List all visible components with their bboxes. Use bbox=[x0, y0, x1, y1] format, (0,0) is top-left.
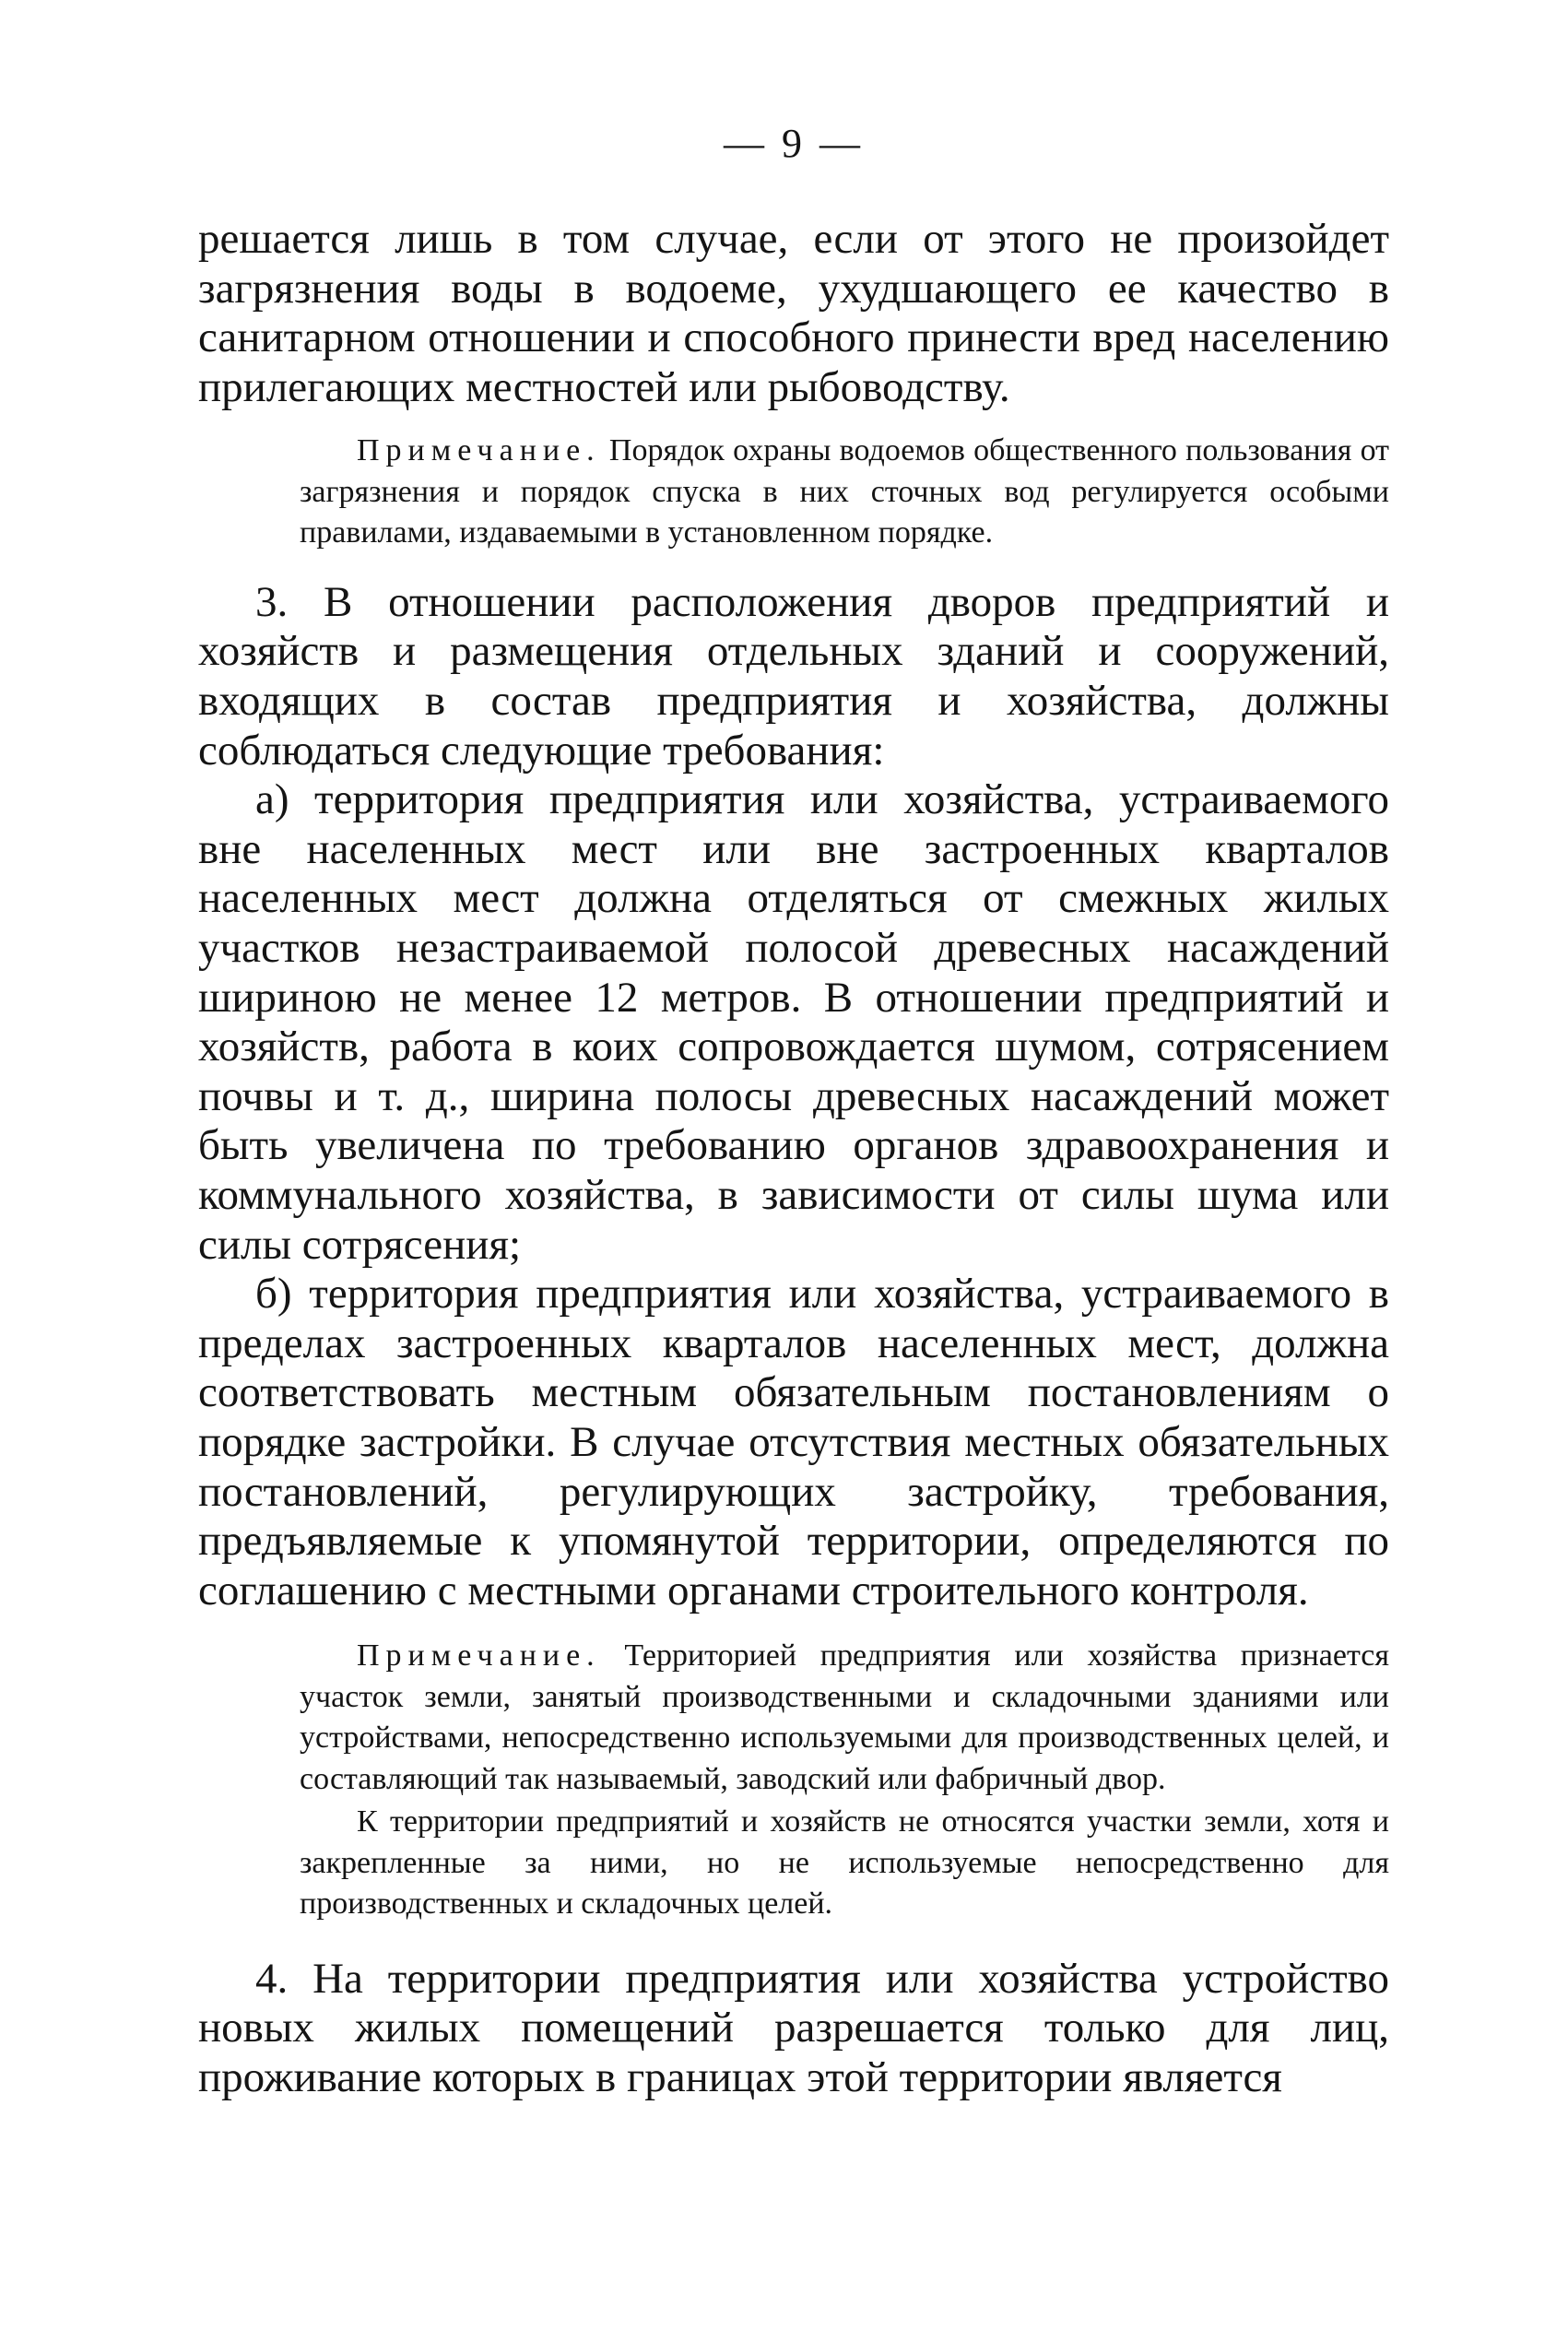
note-1-label: Примечание. bbox=[357, 433, 601, 468]
item-4-paragraph: 4. На территории предприятия или хозяйства устройство новых жилых помещений разрешается только для лиц, проживание которых в границах этой территории является bbox=[198, 1954, 1389, 2102]
page-number: — 9 — bbox=[724, 121, 864, 166]
note-2 bbox=[198, 1636, 1389, 1925]
document-page bbox=[198, 120, 1389, 2103]
item-3a-paragraph: а) территория предприятия или хозяйства, устраиваемого вне населенных мест или вне застроенных кварталов населенных мест должна отделяться от смежных жилых участков незастраиваемой полосой древесных насаждений шириною не менее 12 метров. В отношении предприятий и хозяйств, работа в коих сопровождается шумом, сотрясением почвы и т. д., ширина полосы древесных насаждений может быть увеличена по требованию органов здравоохранения и коммунального хозяйства, в зависимости от силы шума или силы сотрясения; bbox=[198, 775, 1389, 1269]
note-2-label: Примечание. bbox=[357, 1638, 601, 1674]
note-2-second-paragraph: К территории предприятий и хозяйств не относятся участки земли, хотя и закрепленные за ними, но не используемые непосредственно для производственных и складочных целей. bbox=[300, 1804, 1389, 1922]
note-1 bbox=[198, 431, 1389, 554]
note-1-text: Порядок охраны водоемов общественного пользования от загрязнения и порядок спуска в них сточных вод регулируется особыми правилами, издаваемыми в установленном порядке. bbox=[300, 433, 1389, 550]
note-2-paragraph bbox=[300, 1636, 1389, 1800]
item-3-paragraph: 3. В отношении расположения дворов предприятий и хозяйств и размещения отдельных зданий и сооружений, входящих в состав предприятия и хозяйства, должны соблюдаться следующие требования: bbox=[198, 577, 1389, 775]
note-2-text: Территорией предприятия или хозяйства признается участок земли, занятый производственными и складочными зданиями или устройствами, непосредственно используемыми для производственных целей, и составляющий так называемый, заводский или фабричный двор. bbox=[300, 1638, 1389, 1796]
note-1-paragraph bbox=[300, 431, 1389, 554]
continuation-paragraph: решается лишь в том случае, если от этого не произойдет загрязнения воды в водоеме, ухудшающего ее качество в санитарном отношении и способного принести вред населению прилегающих местностей или рыбоводству. bbox=[198, 215, 1389, 411]
item-3b-paragraph: б) территория предприятия или хозяйства, устраиваемого в пределах застроенных кварталов населенных мест, должна соответствовать местным обязательным постановлениям о порядке застройки. В случае отсутствия местных обязательных постановлений, регулирующих застройку, требования, предъявляемые к упомянутой территории, определяются по соглашению с местными органами строительного контроля. bbox=[198, 1270, 1389, 1614]
